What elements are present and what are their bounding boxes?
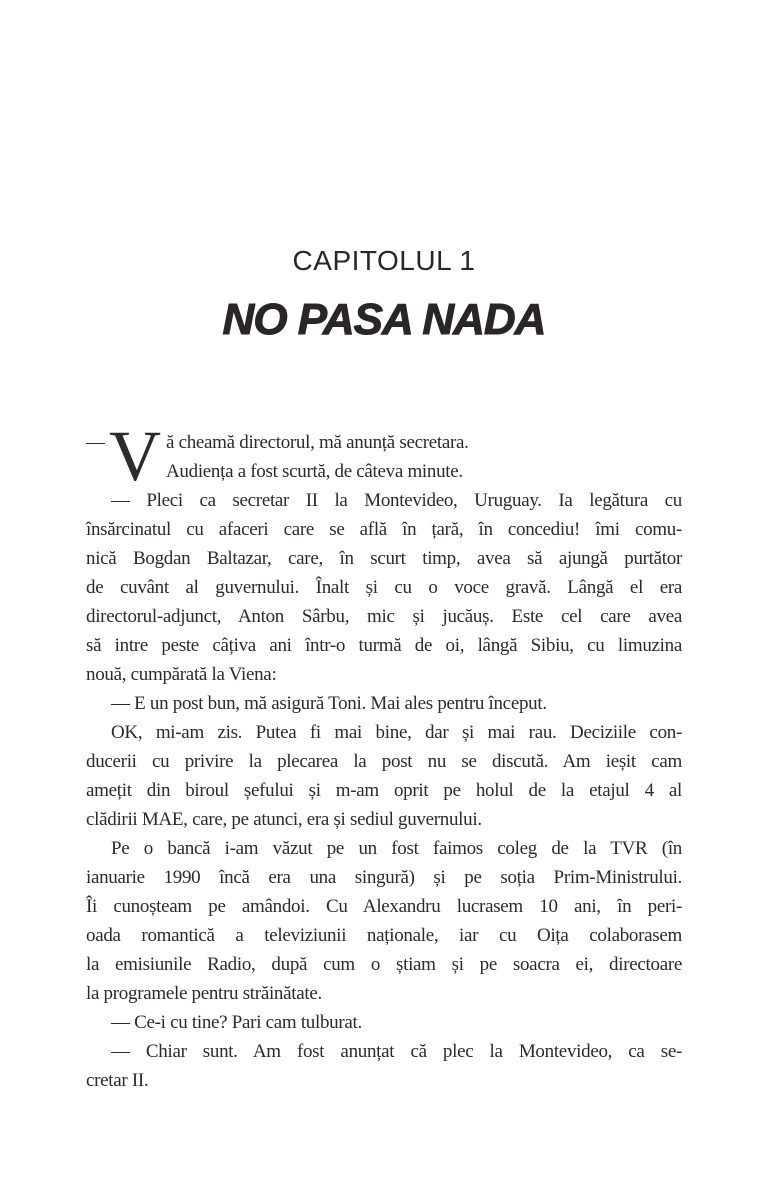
em-dash: — bbox=[86, 432, 105, 453]
text-line: nică Bogdan Baltazar, care, în scurt timp, avea să ajungă purtător bbox=[86, 548, 682, 569]
paragraph bbox=[86, 834, 682, 1008]
paragraph bbox=[86, 718, 682, 834]
chapter-title: NO PASA NADA bbox=[222, 295, 546, 344]
paragraph bbox=[86, 486, 682, 689]
text-line: Pe o bancă i-am văzut pe un fost faimos coleg de la TVR (în bbox=[111, 838, 682, 859]
text-line: de cuvânt al guvernului. Înalt și cu o voce gravă. Lângă el era bbox=[86, 577, 682, 598]
body-text bbox=[86, 416, 682, 1095]
text-line: Audiența a fost scurtă, de câteva minute. bbox=[166, 461, 463, 482]
text-line: clădirii MAE, care, pe atunci, era și sediul guvernului. bbox=[86, 809, 482, 830]
text-line: să intre peste câțiva ani într-o turmă de oi, lângă Sibiu, cu limuzina bbox=[86, 635, 682, 656]
drop-cap-letter: V bbox=[109, 416, 161, 496]
text-line: directorul-adjunct, Anton Sârbu, mic și jucăuș. Este cel care avea bbox=[86, 606, 682, 627]
text-line: la emisiunile Radio, după cum o știam și pe soacra ei, directoare bbox=[86, 954, 682, 975]
text-line: Îi cunoșteam pe amândoi. Cu Alexandru lucrasem 10 ani, în peri- bbox=[86, 896, 682, 917]
text-line: — Ce-i cu tine? Pari cam tulburat. bbox=[111, 1012, 362, 1033]
text-line: — Chiar sunt. Am fost anunțat că plec la Montevideo, ca se- bbox=[111, 1041, 682, 1062]
chapter-number: CAPITOLUL 1 bbox=[292, 245, 476, 276]
text-line: ducerii cu privire la plecarea la post nu se discută. Am ieșit cam bbox=[86, 751, 682, 772]
paragraph bbox=[86, 689, 682, 718]
text-line: amețit din biroul șefului și m-am oprit pe holul de la etajul 4 al bbox=[86, 780, 682, 801]
text-line: — Pleci ca secretar II la Montevideo, Uruguay. Ia legătura cu bbox=[111, 490, 682, 511]
dropcap-group bbox=[86, 416, 161, 496]
text-line: nouă, cumpărată la Viena: bbox=[86, 664, 277, 685]
text-line: ianuarie 1990 încă era una singură) și pe soția Prim-Ministrului. bbox=[86, 867, 682, 888]
text-line: însărcinatul cu afaceri care se află în țară, în concediu! îmi comu- bbox=[86, 519, 682, 540]
text-line: ă cheamă directorul, mă anunță secretara. bbox=[166, 432, 469, 453]
text-line: cretar II. bbox=[86, 1070, 149, 1091]
text-line: OK, mi-am zis. Putea fi mai bine, dar și mai rau. Deciziile con- bbox=[111, 722, 682, 743]
text-line: oada romantică a televiziunii naționale, iar cu Oița colaborasem bbox=[86, 925, 682, 946]
paragraph bbox=[86, 1037, 682, 1095]
paragraph bbox=[86, 1008, 682, 1037]
paragraph bbox=[86, 416, 682, 496]
text-line: — E un post bun, mă asigură Toni. Mai ales pentru început. bbox=[111, 693, 547, 714]
text-line: la programele pentru străinătate. bbox=[86, 983, 322, 1004]
